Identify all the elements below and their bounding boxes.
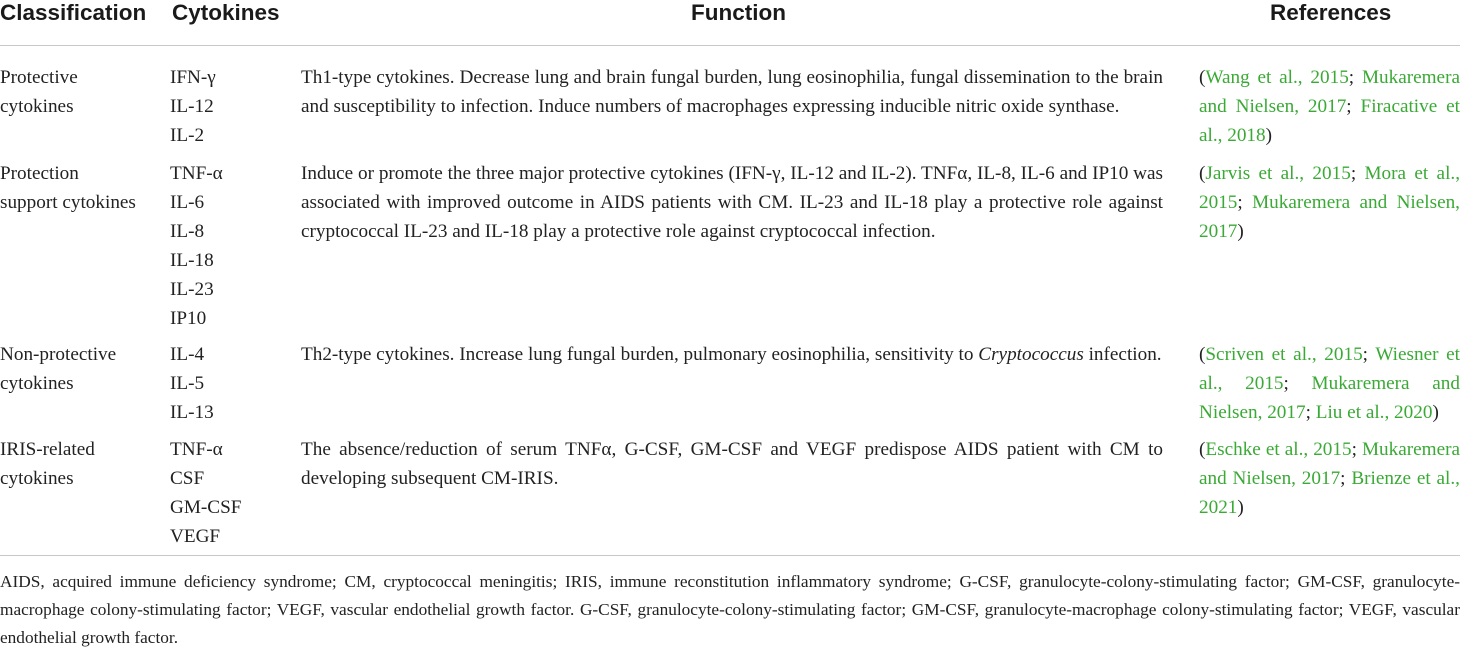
header-cytokines: Cytokines [172,0,280,25]
reference-link[interactable]: Wang et al., 2015 [1205,67,1349,88]
classification-line: Protection [0,163,79,184]
classification-line: support cytokines [0,192,136,213]
cytokine-item: IL-4 [170,344,205,365]
function-cell: The absence/reduction of serum TNFα, G-CSF, GM-CSF and VEGF predispose AIDS patient with CM to developing subsequent CM-IRIS. [301,439,1163,489]
header-references: References [1270,0,1392,25]
reference-link[interactable]: Mukaremera and Nielsen, 2017 [1199,439,1460,489]
reference-link[interactable]: Scriven et al., 2015 [1205,344,1363,365]
cytokine-item: GM-CSF [170,497,242,518]
classification-line: cytokines [0,373,74,394]
classification-cell [0,435,165,493]
cytokine-item: IFN-γ [170,67,216,88]
cytokines-cell [170,340,290,427]
classification-line: Non-protective [0,344,117,365]
reference-link[interactable]: Mora et al., 2015 [1199,163,1460,213]
header-function: Function [691,0,786,25]
references-cell: (Jarvis et al., 2015; Mora et al., 2015; Mukaremera and Nielsen, 2017) [1199,163,1460,242]
table-footnote: AIDS, acquired immune deficiency syndrome; CM, cryptococcal meningitis; IRIS, immune reconstitution inflammatory syndrome; G-CSF, granulocyte-colony-stimulating factor; GM-CSF, granulocyte-macrophage colony-stimulating factor; VEGF, vascular endothelial growth factor. G-CSF, granulocyte-colony-stimulating factor; GM-CSF, granulocyte-macrophage colony-stimulating factor; VEGF, vascular endothelial growth factor. [0,572,1460,647]
table-header [0,0,1460,36]
function-text: Th2-type cytokines. Increase lung fungal burden, pulmonary eosinophilia, sensitivity to [301,344,979,365]
cytokine-item: IL-6 [170,192,205,213]
cytokines-cell [170,63,290,150]
reference-link[interactable]: Mukaremera and Nielsen, 2017 [1199,67,1460,117]
reference-link[interactable]: Brienze et al., 2021 [1199,468,1460,518]
reference-link[interactable]: Eschke et al., 2015 [1205,439,1352,460]
function-text: infection. [1083,344,1162,365]
classification-line: IRIS-related [0,439,95,460]
function-cell: Th1-type cytokines. Decrease lung and brain fungal burden, lung eosinophilia, fungal dissemination to the brain and susceptibility to infection. Induce numbers of macrophages expressing inducible nitric oxide synthase. [301,67,1163,117]
cytokines-cell [170,435,290,551]
function-cell: Induce or promote the three major protective cytokines (IFN-γ, IL-12 and IL-2). TNFα, IL-8, IL-6 and IP10 was associated with improved outcome in AIDS patients with CM. IL-23 and IL-18 play a protective role against cryptococcal IL-23 and IL-18 play a protective role against cryptococcal infection. [301,163,1163,242]
cytokine-item: IL-23 [170,279,214,300]
references-cell: (Wang et al., 2015; Mukaremera and Nielsen, 2017; Firacative et al., 2018) [1199,67,1460,146]
cytokine-item: IP10 [170,308,207,329]
cytokines-cell [170,159,290,333]
cytokine-item: TNF-α [170,163,223,184]
reference-link[interactable]: Mukaremera and Nielsen, 2017 [1199,192,1460,242]
cytokine-item: CSF [170,468,205,489]
classification-line: cytokines [0,468,74,489]
header-rule [0,45,1460,46]
genus-name: Cryptococcus [978,344,1084,365]
cytokine-item: IL-18 [170,250,214,271]
header-classification: Classification [0,0,147,25]
references-cell: (Scriven et al., 2015; Wiesner et al., 2015; Mukaremera and Nielsen, 2017; Liu et al., 2020) [1199,344,1460,423]
cytokine-item: IL-8 [170,221,205,242]
table-bottom-rule [0,555,1460,556]
reference-link[interactable]: Wiesner et al., 2015 [1199,344,1460,394]
reference-link[interactable]: Jarvis et al., 2015 [1205,163,1351,184]
classification-cell [0,159,165,217]
function-cell [301,340,1163,369]
cytokine-item: IL-5 [170,373,205,394]
cytokine-item: TNF-α [170,439,223,460]
reference-link[interactable]: Mukaremera and Nielsen, 2017 [1199,373,1460,423]
cytokine-item: VEGF [170,526,221,547]
cytokine-item: IL-2 [170,125,205,146]
classification-cell [0,340,165,398]
reference-link[interactable]: Firacative et al., 2018 [1199,96,1460,146]
classification-cell [0,63,165,121]
classification-line: Protective [0,67,78,88]
references-cell: (Eschke et al., 2015; Mukaremera and Nielsen, 2017; Brienze et al., 2021) [1199,439,1460,518]
cytokine-item: IL-12 [170,96,214,117]
reference-link[interactable]: Liu et al., 2020 [1315,402,1433,423]
cytokine-item: IL-13 [170,402,214,423]
classification-line: cytokines [0,96,74,117]
